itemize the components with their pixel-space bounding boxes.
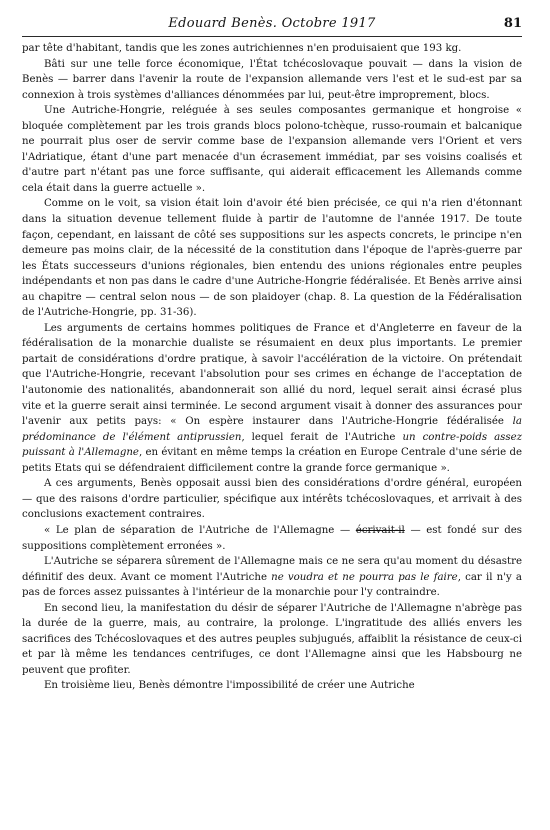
running-header [22, 14, 522, 37]
paragraph-5-emphasis-a: la prédominance de l'élément antiprussien [22, 416, 522, 443]
paragraph-9: En second lieu, la manifestation du désir de séparer l'Autriche de l'Allemagne n'abrège pas la durée de la guerre, mais, au contraire, la prolonge. L'ingratitude des alliés envers les sacrifices des Tchécoslovaques et des autres peuples subjugués, affaiblit la résistance de ceux-ci et par là même les tendances centrifuges, ce dont l'Allemagne ainsi que les Habsbourg ne peuvent que profiter. [22, 602, 522, 676]
paragraph-8-emphasis: ne voudra et ne pourra pas le faire [271, 571, 458, 583]
paragraph-6: A ces arguments, Benès opposait aussi bien des considérations d'ordre général, européen — que des raisons d'ordre particulier, spécifique aux intérêts tchécoslovaques, et arrivait à des conclusions exactement contraires. [22, 478, 522, 521]
paragraph-5-text-b: , lequel ferait de l'Autriche [241, 431, 403, 443]
paragraph-5 [22, 321, 522, 476]
body-text [22, 41, 522, 694]
page-number: 81 [503, 16, 522, 31]
paragraph-10: En troisième lieu, Benès démontre l'impossibilité de créer une Autriche [44, 680, 415, 692]
paragraph-5-emphasis-b: un contre-poids assez puissant à l'Allemagne [22, 431, 523, 459]
paragraph-7-text-a: « Le plan de séparation de l'Autriche de l'Allemagne — [44, 524, 356, 536]
paragraph-8-text-b: , car il n'y a pas de forces assez puissantes à l'intérieur de la monarchie pour l'y contraindre. [22, 571, 522, 599]
paragraph-3: Une Autriche-Hongrie, reléguée à ses seules composantes germanique et hongroise « bloquée complètement par les trois grands blocs polono-tchèque, russo-roumain et balcanique ne pourrait plus oser de servir comme base de l'expansion allemande vers l'Orient et vers l'Adriatique, étant d'une part menacée d'un écrasement immédiat, par ses voisins coalisés et d'autre part n'étant pas une force suffisante, qui aiderait efficacement les Allemands comme cela était dans la guerre actuelle ». [22, 105, 522, 194]
paragraph-5-text-a: Les arguments de certains hommes politiques de France et d'Angleterre en faveur de la fédéralisation de la monarchie dualiste se résumaient en deux plus importants. Le premier partait de considérations d'ordre pratique, à savoir l'accélération de la victoire. On prétendait que l'Autriche-Hongrie, recevant l'absolution pour ses crimes en échange de l'acceptation de l'autonomie des nationalités, abandonnerait son allié du nord, lequel serait ainsi écrasé plus vite et la guerre serait ainsi terminée. Le second argument visait à donner des assurances pour l'avenir aux petits pays: « On espère instaurer dans l'Autriche-Hongrie fédéralisée [22, 322, 522, 428]
paragraph-7-text-b: — est fondé sur des suppositions complètement erronées ». [22, 524, 522, 552]
paragraph-1: par tête d'habitant, tandis que les zones autrichiennes n'en produisaient que 193 kg. [22, 43, 462, 54]
paragraph-8 [22, 554, 522, 601]
paragraph-5-text-c: , en évitant en même temps la création en Europe Centrale d'une série de petits Etats qui se défendraient difficilement contre la grande force germanique ». [22, 447, 522, 474]
document-page [22, 14, 522, 694]
running-title: Edouard Benès. Octobre 1917 [168, 16, 376, 31]
paragraph-7 [22, 523, 522, 554]
paragraph-2: Bâti sur une telle force économique, l'État tchécoslovaque pouvait — dans la vision de Benès — barrer dans l'avenir la route de l'expansion allemande vers l'est et le sud-est par sa connexion à trois systèmes d'alliances dénommées par lui, peut-être improprement, blocs. [22, 58, 522, 101]
paragraph-8-text-a: L'Autriche se séparera sûrement de l'Allemagne mais ce ne sera qu'au moment du désastre définitif des deux. Avant ce moment l'Autriche [22, 556, 522, 583]
paragraph-4: Comme on le voit, sa vision était loin d'avoir été bien précisée, ce qui n'a rien d'étonnant dans la situation devenue tellement fluide à partir de l'automne de l'année 1917. De toute façon, cependant, en laissant de côté ses suppositions sur les aspects concrets, le principe n'en demeure pas moins clair, de la nécessité de la constitution dans l'époque de l'après-guerre par les États successeurs d'unions régionales, bien entendu des unions régionales entre peuples indépendants et non pas dans le cadre d'une Autriche-Hongrie fédéralisée. Et Benès arrive ainsi au chapitre — central selon nous — de son plaidoyer (chap. 8. La question de la Fédéralisation de l'Autriche-Hongrie, pp. 31-36). [22, 198, 522, 319]
struck-word: écrivait-il [355, 524, 405, 536]
